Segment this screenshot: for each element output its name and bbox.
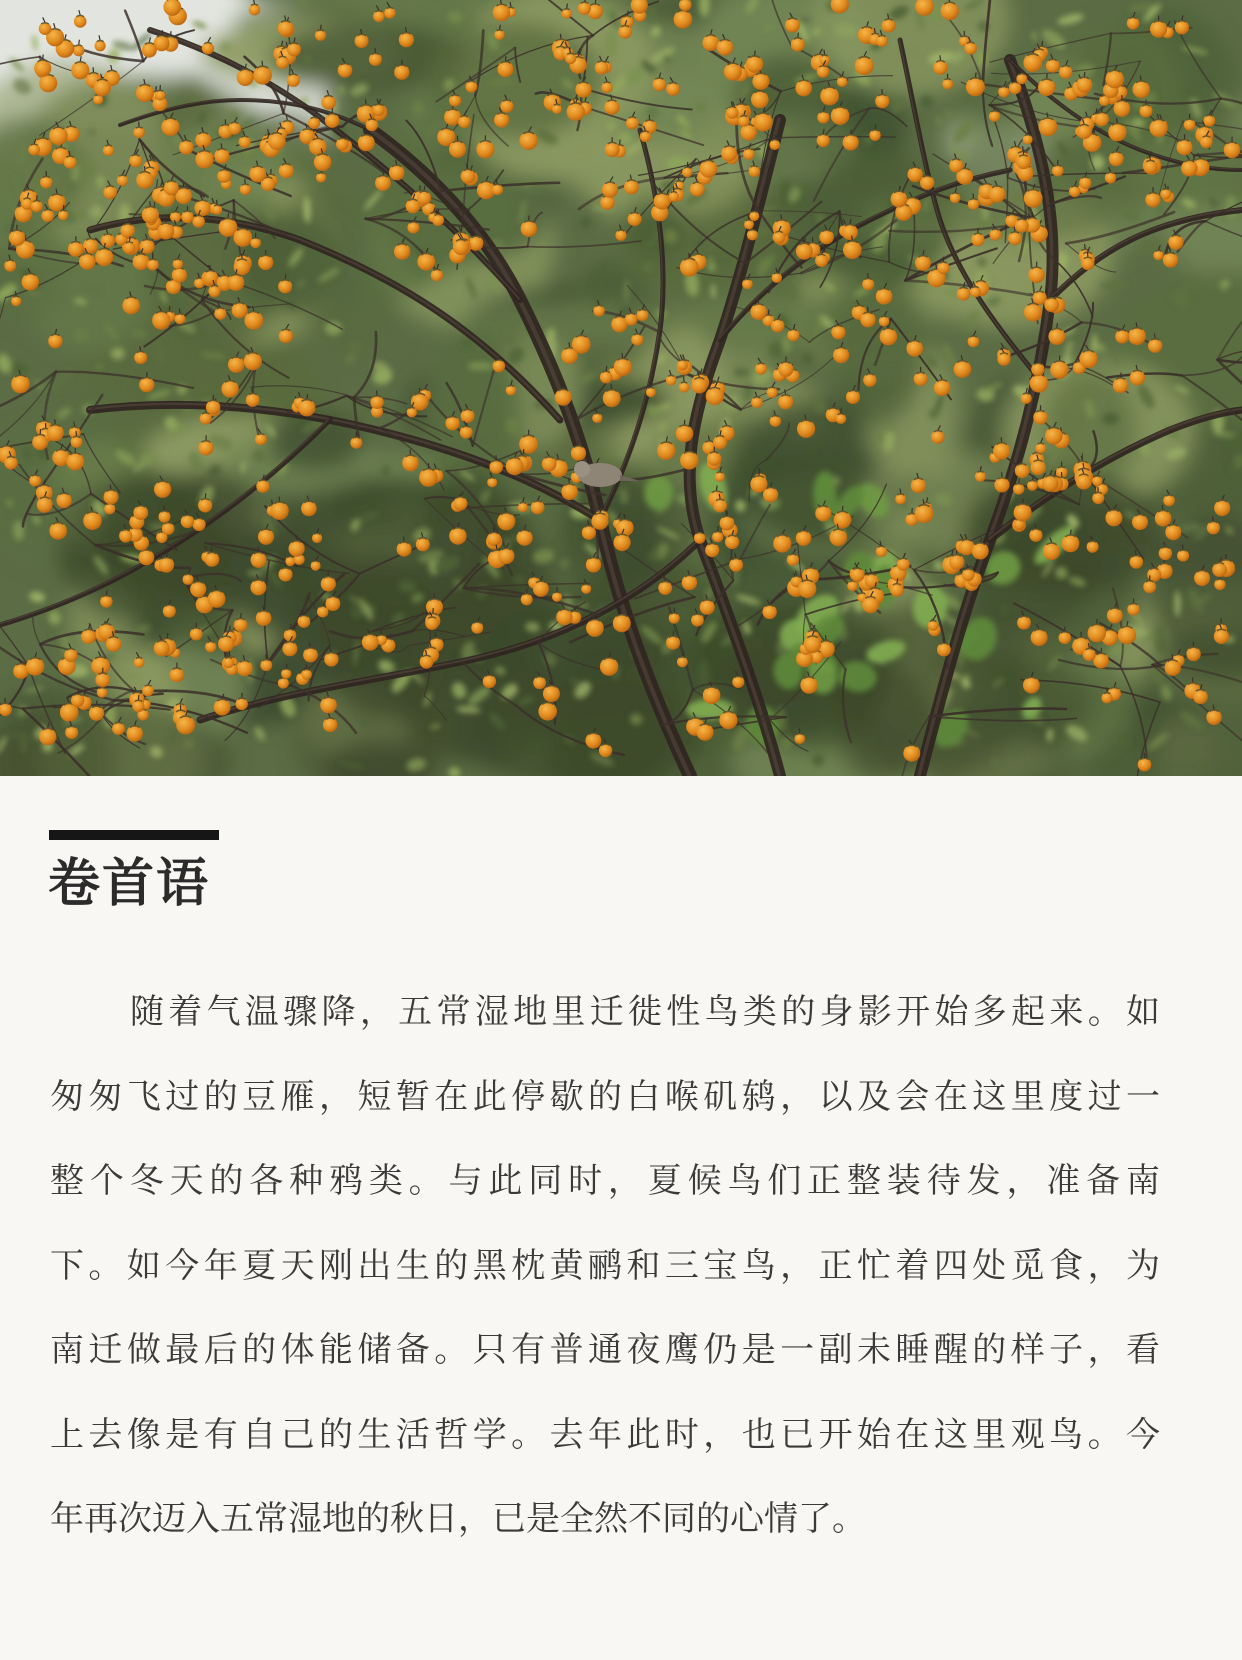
paragraph-line-3: 整个冬天的各种鸦类。与此同时，夏候鸟们正整装待发，准备南 xyxy=(50,1161,1160,1201)
heading-rule xyxy=(49,830,219,840)
paragraph-line-5: 南迁做最后的体能储备。只有普通夜鹰仍是一副未睡醒的样子，看 xyxy=(50,1330,1160,1370)
intro-paragraph xyxy=(50,970,1160,1562)
persimmon-tree-photo-icon xyxy=(0,0,1242,776)
paragraph-line-6: 上去像是有自己的生活哲学。去年此时，也已开始在这里观鸟。今 xyxy=(50,1414,1160,1455)
page-title: 卷首语 xyxy=(48,853,211,914)
hero-photo xyxy=(0,0,1242,776)
paragraph-line-1: 随着气温骤降，五常湿地里迁徙性鸟类的身影开始多起来。如 xyxy=(130,992,1160,1032)
paragraph-line-4: 下。如今年夏天刚出生的黑枕黄鹂和三宝鸟，正忙着四处觅食，为 xyxy=(50,1245,1160,1286)
paragraph-line-2: 匆匆飞过的豆雁，短暂在此停歇的白喉矶鸫，以及会在这里度过一 xyxy=(50,1076,1160,1117)
paragraph-line-7: 年再次迈入五常湿地的秋日，已是全然不同的心情了。 xyxy=(50,1499,866,1539)
